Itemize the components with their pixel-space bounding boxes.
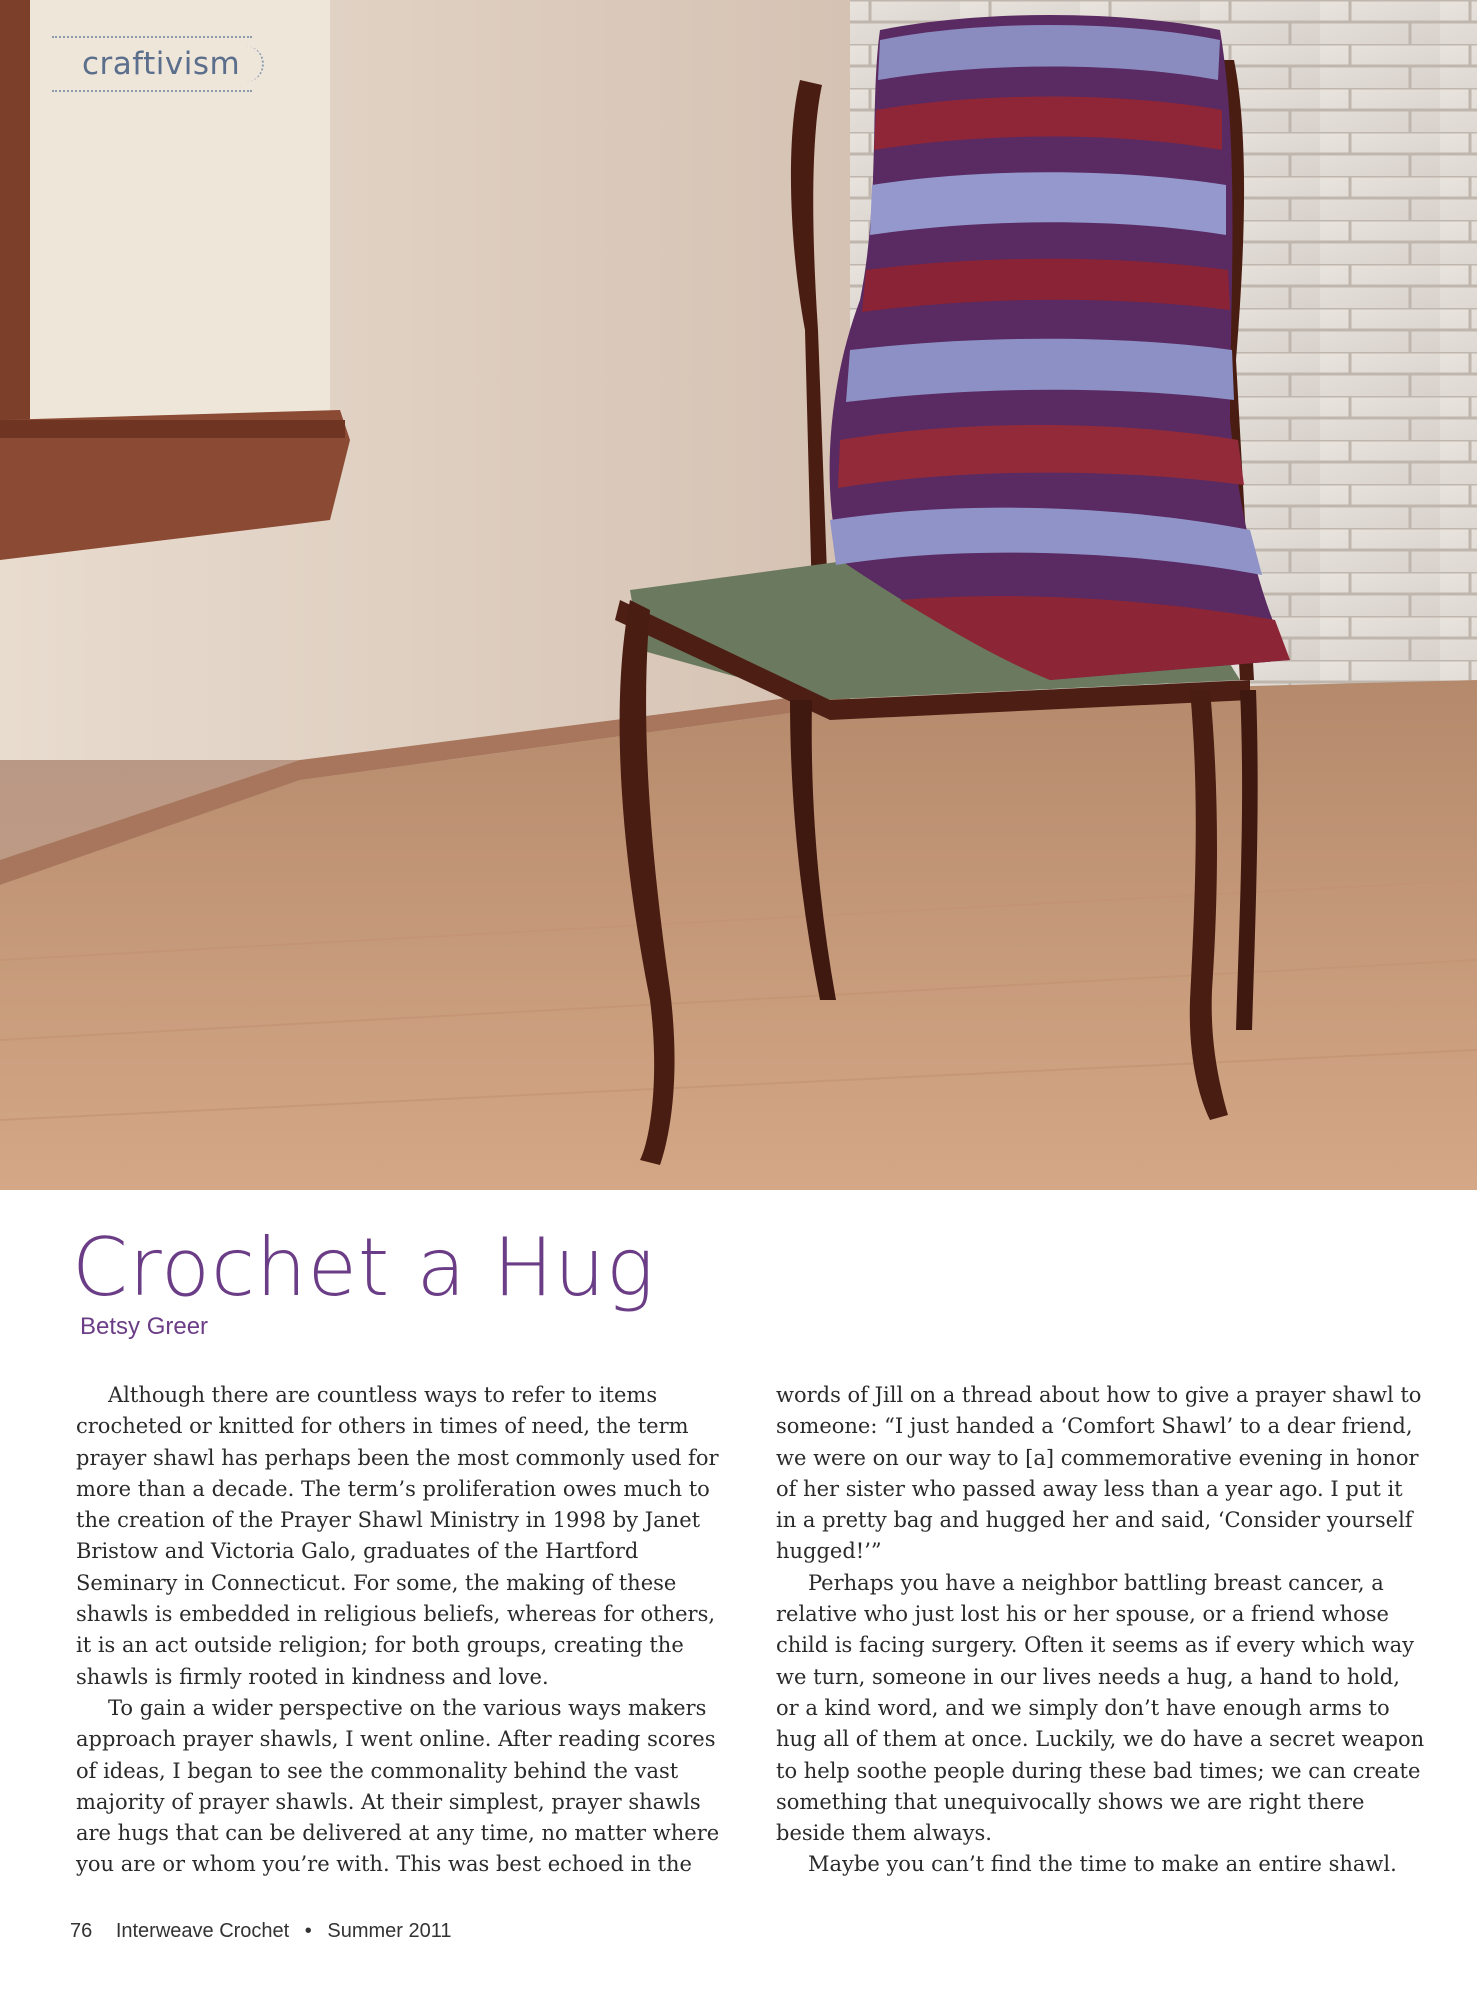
- issue-name: Summer 2011: [327, 1920, 452, 1942]
- section-label-text: craftivism: [82, 46, 241, 82]
- publication-name: Interweave Crochet: [115, 1920, 290, 1942]
- section-label: [52, 36, 252, 92]
- paragraph: words of Jill on a thread about how to give a prayer shawl to someone: “I just handed a ‘Comfort Shawl’ to a dear friend, we were on our way to [a] commemorative evening in honor of her sister who passed away less than a year ago. I put it in a pretty bag and hugged her and said, ‘Consider yourself hugged!’”: [776, 1383, 1422, 1564]
- footer-separator: •: [304, 1920, 312, 1942]
- paragraph: To gain a wider perspective on the various ways makers approach prayer shawls, I went online. After reading scores of ideas, I began to see the commonality behind the vast majority of prayer shawls. At their simplest, prayer shawls are hugs that can be delivered at any time, no matter where you are or whom you’re with. This was best echoed in the: [76, 1695, 720, 1877]
- right-column: [776, 1380, 1426, 1881]
- author-byline: Betsy Greer: [80, 1313, 209, 1340]
- left-column: [76, 1380, 726, 1881]
- page-number: 76: [70, 1920, 93, 1942]
- page-footer: [70, 1920, 452, 1943]
- article-title: Crochet a Hug: [72, 1221, 655, 1314]
- paragraph: Perhaps you have a neighbor battling breast cancer, a relative who just lost his or her spouse, or a friend whose child is facing surgery. Often it seems as if every which way we turn, someone in our lives needs a hug, a hand to hold, or a kind word, and we simply don’t have enough arms to hug all of them at once. Luckily, we do have a secret weapon to help soothe people during these bad times; we can create something that unequivocally shows we are right there beside them always.: [776, 1570, 1425, 1846]
- paragraph: Although there are countless ways to refer to items crocheted or knitted for others in times of need, the term prayer shawl has perhaps been the most commonly used for more than a decade. The term’s proliferation owes much to the creation of the Prayer Shawl Ministry in 1998 by Janet Bristow and Victoria Galo, graduates of the Hartford Seminary in Connecticut. For some, the making of these shawls is embedded in religious beliefs, whereas for others, it is an act outside religion; for both groups, creating the shawls is firmly rooted in kindness and love.: [76, 1383, 719, 1689]
- paragraph: Maybe you can’t find the time to make an entire shawl.: [808, 1852, 1397, 1877]
